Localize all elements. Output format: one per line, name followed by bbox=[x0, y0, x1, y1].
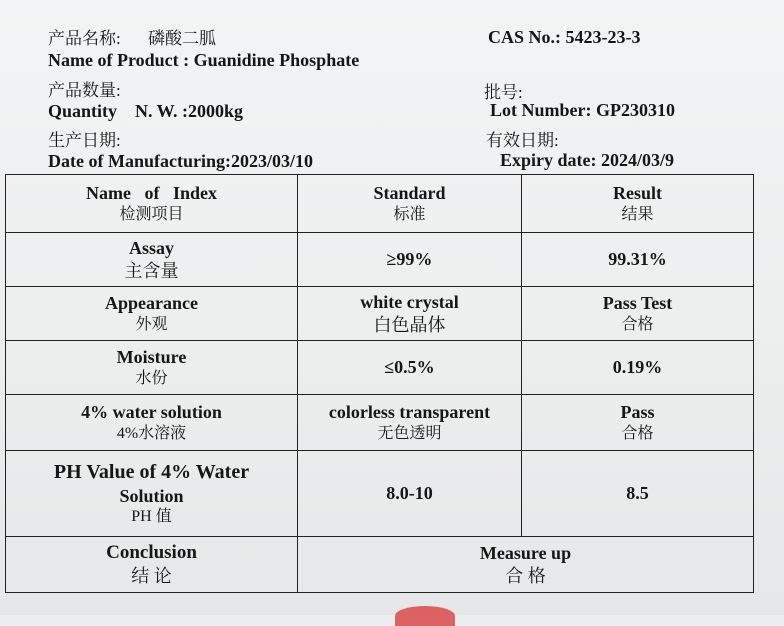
standard-cell: ≤0.5% bbox=[298, 341, 522, 395]
table-row bbox=[6, 451, 754, 537]
specification-table bbox=[5, 174, 754, 593]
lot-cn-label: 批号: bbox=[484, 83, 523, 102]
index-name-cell: Appearance 外观 bbox=[6, 287, 298, 341]
standard-cell: ≥99% bbox=[298, 233, 522, 287]
result-cell: 0.19% bbox=[522, 341, 754, 395]
quantity-en: Quantity N. W. :2000kg bbox=[48, 101, 244, 121]
col-header-index: Name of Index 检测项目 bbox=[6, 175, 298, 233]
standard-cell: white crystal 白色晶体 bbox=[298, 287, 522, 341]
col-header-standard: Standard 标准 bbox=[298, 175, 522, 233]
table-row bbox=[6, 233, 754, 287]
product-name-en: Name of Product : Guanidine Phosphate bbox=[48, 50, 360, 70]
expiry-date: Expiry date: 2024/03/9 bbox=[500, 150, 674, 170]
quantity-cn-label: 产品数量: bbox=[48, 81, 121, 100]
result-cell: Pass Test 合格 bbox=[522, 287, 754, 341]
table-header-row bbox=[6, 175, 754, 233]
product-name-cn-value: 磷酸二胍 bbox=[148, 29, 216, 48]
mfg-date-cn-label: 生产日期: bbox=[48, 131, 121, 150]
index-name-cell: 4% water solution 4%水溶液 bbox=[6, 395, 298, 451]
standard-cell: 8.0-10 bbox=[298, 451, 522, 537]
conclusion-value-cell: Measure up 合 格 bbox=[298, 537, 754, 593]
index-name-cell: PH Value of 4% Water Solution PH 值 bbox=[6, 451, 298, 537]
index-name-cell: Moisture 水份 bbox=[6, 341, 298, 395]
table-row bbox=[6, 341, 754, 395]
cas-number: CAS No.: 5423-23-3 bbox=[488, 27, 641, 47]
expiry-date-cn-label: 有效日期: bbox=[486, 131, 559, 150]
standard-cell: colorless transparent 无色透明 bbox=[298, 395, 522, 451]
index-name-cell: Assay 主含量 bbox=[6, 233, 298, 287]
result-cell: Pass 合格 bbox=[522, 395, 754, 451]
table-row bbox=[6, 395, 754, 451]
table-row bbox=[6, 287, 754, 341]
lot-number: Lot Number: GP230310 bbox=[490, 100, 675, 120]
mfg-date: Date of Manufacturing:2023/03/10 bbox=[48, 151, 313, 171]
conclusion-row bbox=[6, 537, 754, 593]
result-cell: 99.31% bbox=[522, 233, 754, 287]
red-seal-stamp bbox=[395, 606, 455, 626]
product-name-cn-label: 产品名称: bbox=[48, 29, 121, 48]
col-header-result: Result 结果 bbox=[522, 175, 754, 233]
result-cell: 8.5 bbox=[522, 451, 754, 537]
conclusion-label-cell: Conclusion 结 论 bbox=[6, 537, 298, 593]
